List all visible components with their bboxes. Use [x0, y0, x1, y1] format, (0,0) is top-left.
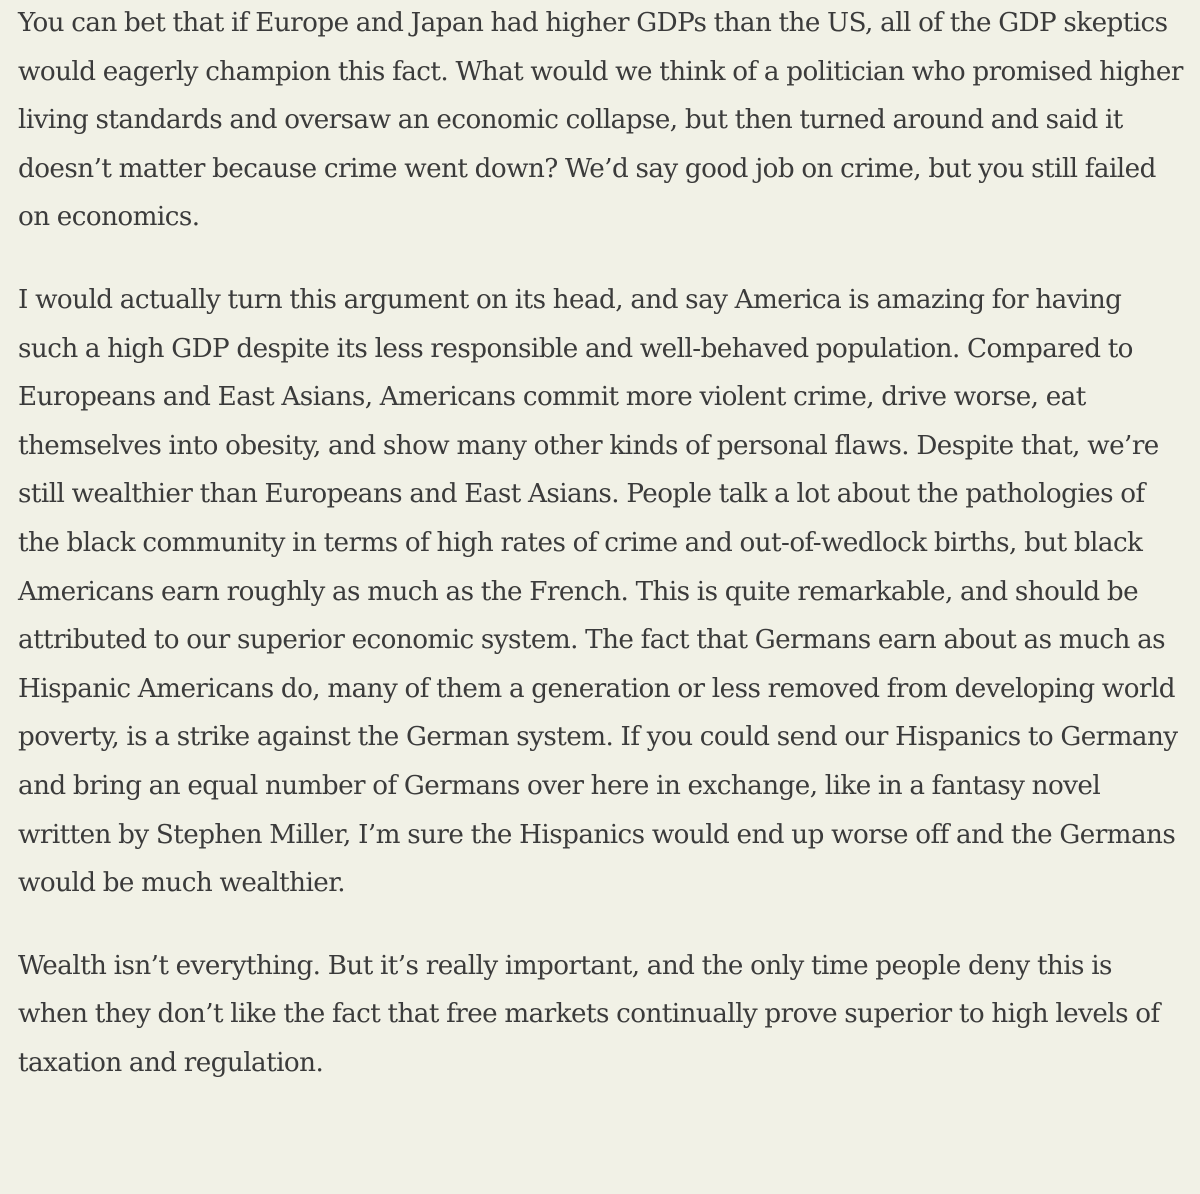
paragraph-3: Wealth isn’t everything. But it’s really important, and the only time people deny this is when they don’t like the fact that free markets continually prove superior to high levels of taxation and regulation. — [18, 950, 1160, 1078]
paragraph-1: You can bet that if Europe and Japan had higher GDPs than the US, all of the GDP skeptics would eagerly champion this fact. What would we think of a politician who promised higher living standards and oversaw an economic collapse, but then turned around and said it doesn’t matter because crime went down? We’d say good job on crime, but you still failed on economics. — [18, 8, 1183, 233]
article-text — [18, 0, 1188, 1087]
paragraph-2: I would actually turn this argument on its head, and say America is amazing for having such a high GDP despite its less responsible and well-behaved population. Compared to Europeans and East Asians, Americans commit more violent crime, drive worse, eat themselves into obesity, and show many other kinds of personal flaws. Despite that, we’re still wealthier than Europeans and East Asians. People talk a lot about the pathologies of the black community in terms of high rates of crime and out-of-wedlock births, but black Americans earn roughly as much as the French. This is quite remarkable, and should be attributed to our superior economic system. The fact that Germans earn about as much as Hispanic Americans do, many of them a generation or less removed from developing world poverty, is a strike against the German system. If you could send our Hispanics to Germany and bring an equal number of Germans over here in exchange, like in a fantasy novel written by Stephen Miller, I’m sure the Hispanics would end up worse off and the Germans would be much wealthier. — [18, 284, 1178, 899]
